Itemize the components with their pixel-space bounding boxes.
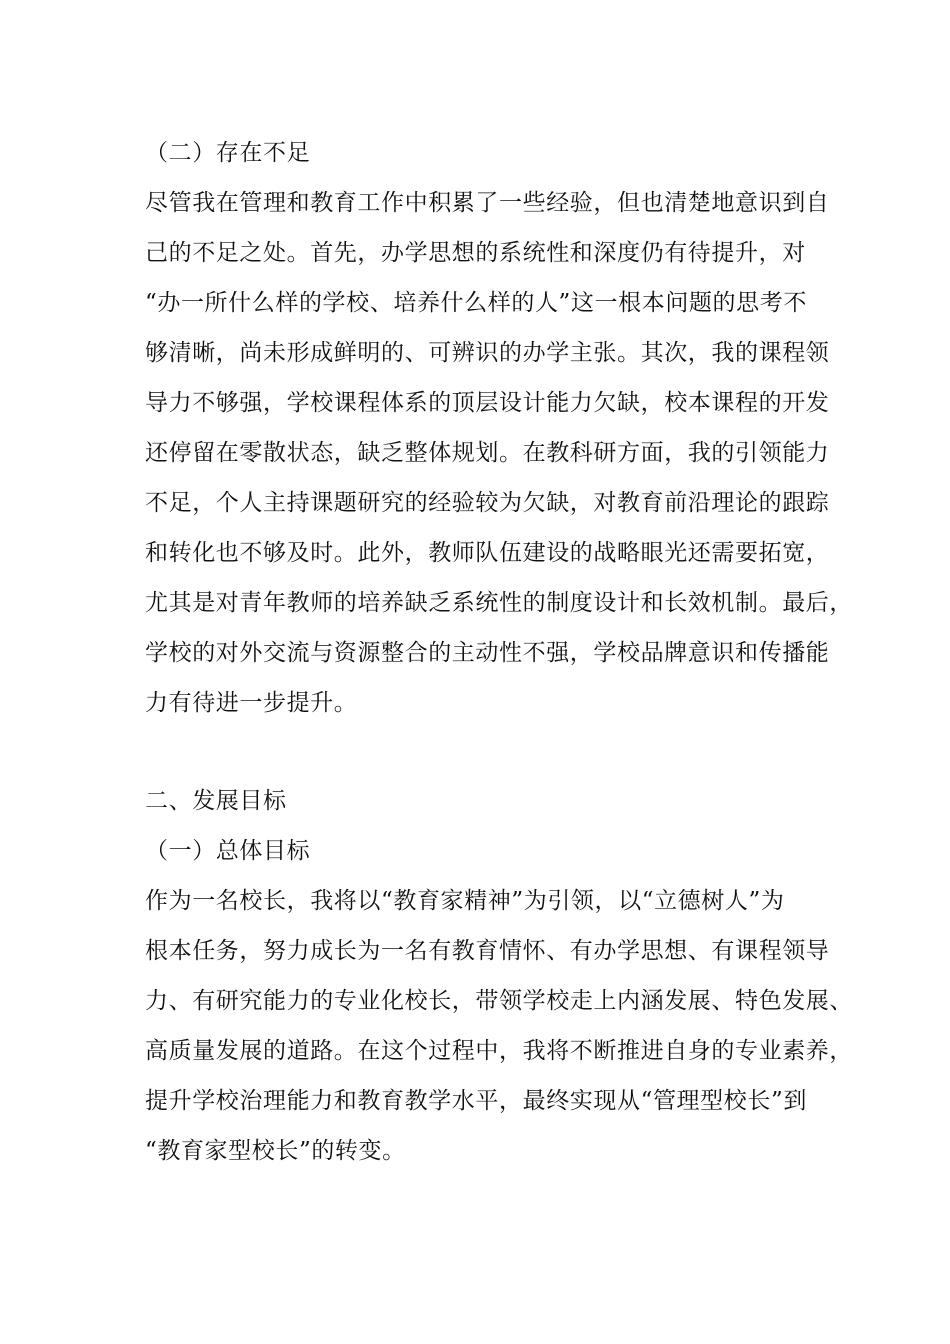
paragraph-line: 尽管我在管理和教育工作中积累了一些经验，但也清楚地意识到自: [145, 190, 830, 216]
paragraph-line: 高质量发展的道路。在这个过程中，我将不断推进自身的专业素养，: [145, 1038, 853, 1064]
paragraph-line: 和转化也不够及时。此外，教师队伍建设的战略眼光还需要拓宽，: [145, 540, 830, 566]
paragraph-line: “办一所什么样的学校、培养什么样的人”这一根本问题的思考不: [145, 290, 807, 316]
paragraph-line: 根本任务，努力成长为一名有教育情怀、有办学思想、有课程领导: [145, 938, 830, 964]
paragraph-line: 力、有研究能力的专业化校长，带领学校走上内涵发展、特色发展、: [145, 988, 853, 1014]
paragraph-line: 还停留在零散状态，缺乏整体规划。在教科研方面，我的引领能力: [145, 440, 830, 466]
paragraph-line: 己的不足之处。首先，办学思想的系统性和深度仍有待提升，对: [145, 240, 806, 266]
subsection-heading-overall-goal: （一）总体目标: [145, 838, 311, 864]
paragraph-line: 导力不够强，学校课程体系的顶层设计能力欠缺，校本课程的开发: [145, 390, 830, 416]
paragraph-line: 学校的对外交流与资源整合的主动性不强，学校品牌意识和传播能: [145, 640, 830, 666]
paragraph-line: 够清晰，尚未形成鲜明的、可辨识的办学主张。其次，我的课程领: [145, 340, 830, 366]
paragraph-line: 作为一名校长，我将以“教育家精神”为引领，以“立德树人”为: [145, 888, 785, 914]
paragraph-line: “教育家型校长”的转变。: [145, 1138, 406, 1164]
paragraph-line: 提升学校治理能力和教育教学水平，最终实现从“管理型校长”到: [145, 1088, 807, 1114]
section-heading-shortcomings: （二）存在不足: [145, 140, 311, 166]
paragraph-line: 不足，个人主持课题研究的经验较为欠缺，对教育前沿理论的跟踪: [145, 490, 830, 516]
paragraph-line: 尤其是对青年教师的培养缺乏系统性的制度设计和长效机制。最后，: [145, 590, 853, 616]
paragraph-line: 力有待进一步提升。: [145, 690, 358, 716]
section-heading-development-goals: 二、发展目标: [145, 788, 287, 814]
